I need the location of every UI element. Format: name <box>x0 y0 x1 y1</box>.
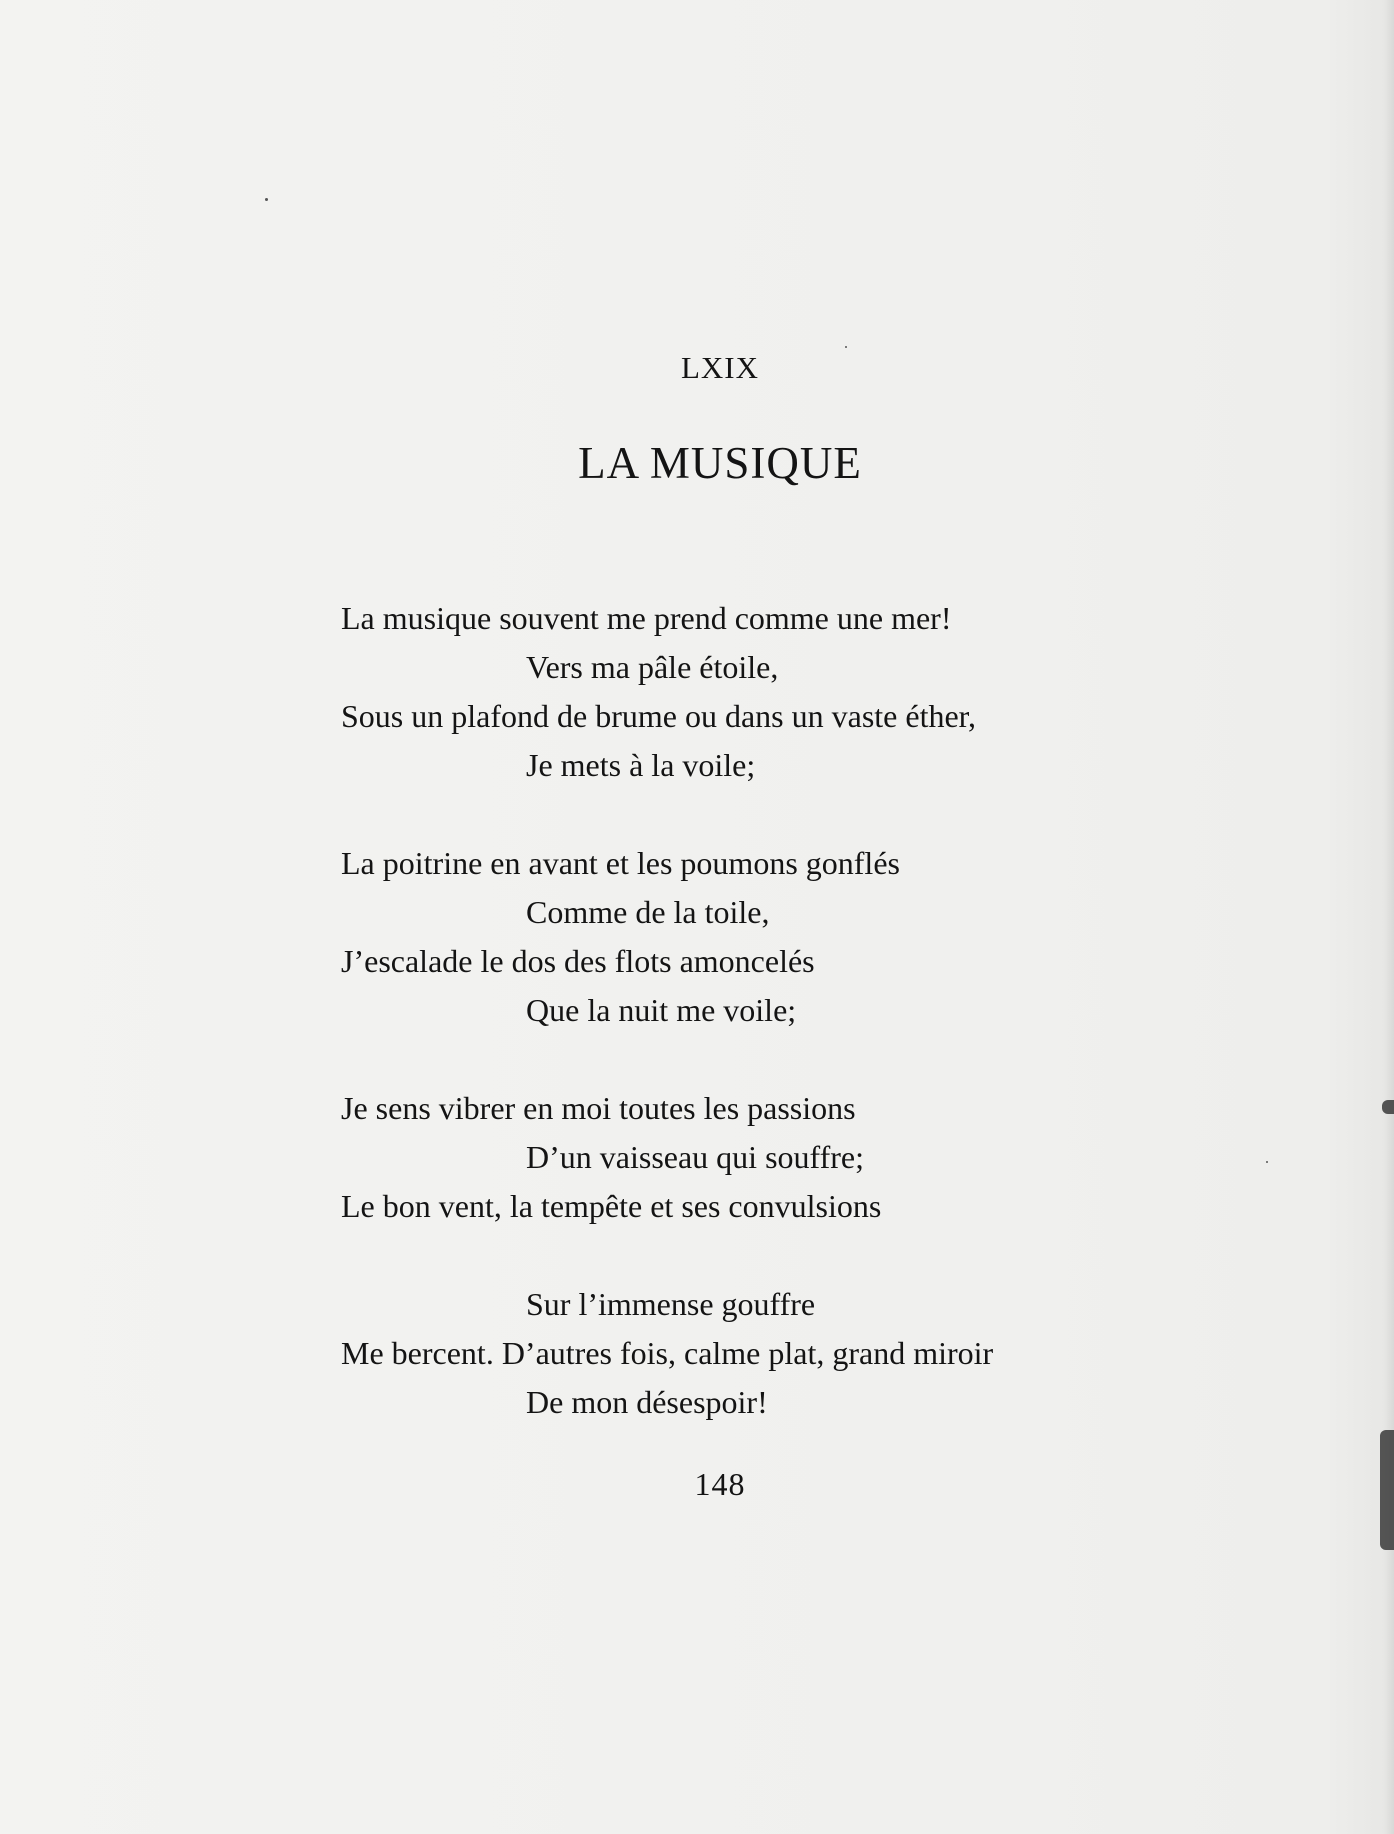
stanza <box>341 1084 1141 1231</box>
paper-speck <box>845 346 847 348</box>
poem-body <box>341 594 1141 1427</box>
verse-line: Sous un plafond de brume ou dans un vaste éther, <box>341 698 977 734</box>
verse-line: J’escalade le dos des flots amoncelés <box>341 943 815 979</box>
stanza-break <box>341 1035 1141 1084</box>
stanza <box>341 594 1141 790</box>
page-number: 148 <box>694 1466 746 1502</box>
stanza <box>341 1280 1141 1427</box>
stanza-break <box>341 790 1141 839</box>
verse-line: D’un vaisseau qui souffre; <box>526 1139 864 1175</box>
stanza-break <box>341 1231 1141 1280</box>
verse-line: Je sens vibrer en moi toutes les passions <box>341 1090 856 1126</box>
paper-speck <box>1266 1161 1268 1163</box>
verse-line: Je mets à la voile; <box>526 747 756 783</box>
verse-line: Que la nuit me voile; <box>526 992 797 1028</box>
verse-line: De mon désespoir! <box>526 1384 768 1420</box>
verse-line: Me bercent. D’autres fois, calme plat, grand miroir <box>341 1335 994 1371</box>
verse-line: La poitrine en avant et les poumons gonflés <box>341 845 900 881</box>
verse-line: Vers ma pâle étoile, <box>526 649 779 685</box>
verse-line: Le bon vent, la tempête et ses convulsions <box>341 1188 882 1224</box>
verse-line: Sur l’immense gouffre <box>526 1286 816 1322</box>
poem-number: LXIX <box>680 350 760 385</box>
stanza <box>341 839 1141 1035</box>
verse-line: Comme de la toile, <box>526 894 770 930</box>
paper-speck <box>265 198 268 201</box>
page-edge-mark <box>1382 1100 1394 1114</box>
poem-title: LA MUSIQUE <box>578 438 862 488</box>
verse-line: La musique souvent me prend comme une mer! <box>341 600 952 636</box>
page-edge-shadow <box>1384 0 1394 1834</box>
